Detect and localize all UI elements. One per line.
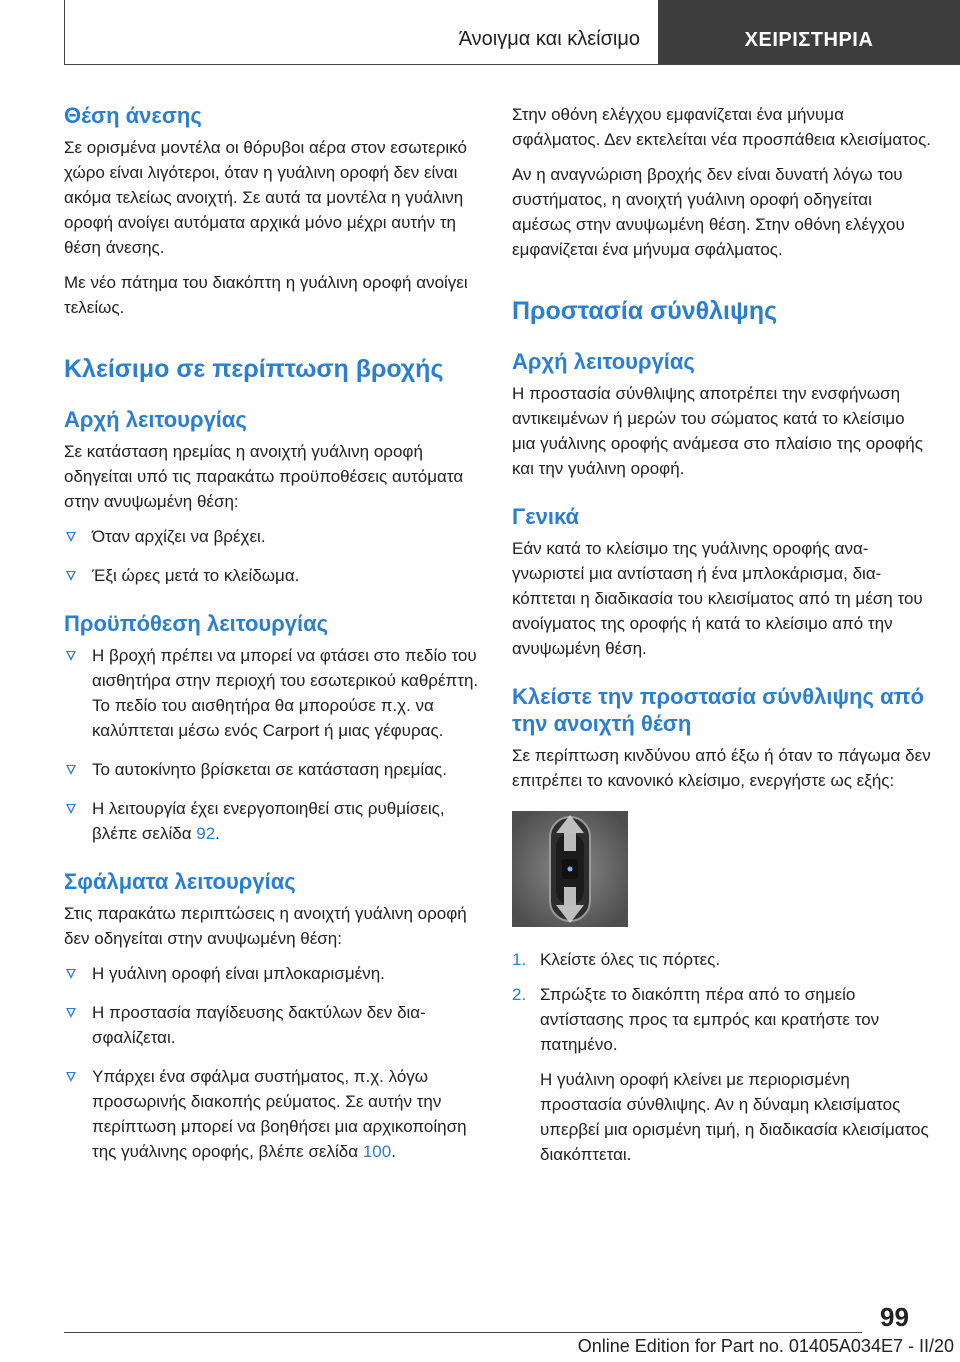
bullet-triangle-icon — [66, 765, 76, 775]
list-item-text: Υπάρχει ένα σφάλμα συστήματος, π.χ. λόγω προσωρινής διακοπής ρεύματος. Σε αυτήν την περίπτωση μπορεί να βοηθήσει μια αρχικοποίηση της γυάλινης οροφής, βλέπε σελίδα — [92, 1067, 467, 1161]
step-text: Σπρώξτε το διακόπτη πέρα από το σημείο αντίστασης προς τα εμπρός και κρατήστε τον πατημένο. — [540, 985, 880, 1054]
step-number: 1. — [512, 950, 527, 969]
heading-principle: Αρχή λειτουργίας — [512, 349, 695, 374]
bullet-triangle-icon — [66, 532, 76, 542]
bullet-list — [64, 643, 479, 846]
list-item-text: Η προστασία παγίδευσης δακτύλων δεν διασφαλίζεται. — [92, 1003, 426, 1047]
list-item — [512, 982, 932, 1167]
paragraph: Στις παρακάτω περιπτώσεις η ανοιχτή γυάλινη οροφή δεν οδηγείται στην ανυψωμένη θέση: — [64, 904, 467, 948]
bullet-triangle-icon — [66, 571, 76, 581]
header-left-border — [64, 0, 65, 65]
paragraph: Στην οθόνη ελέγχου εμφανίζεται ένα μήνυμα σφάλματος. Δεν εκτελείται νέα προσπάθεια κλεισίματος. — [512, 105, 932, 149]
bullet-list — [64, 961, 479, 1164]
bullet-triangle-icon — [66, 1008, 76, 1018]
heading-comfort-position: Θέση άνεσης — [64, 103, 202, 128]
list-item — [64, 796, 479, 846]
footer-edition: Online Edition for Part no. 01405A034E7 - II/20 — [577, 1336, 954, 1356]
left-column — [64, 100, 479, 1178]
list-item — [64, 563, 479, 588]
paragraph: Η προστασία σύνθλιψης αποτρέπει την ενσφήνωση αντικειμένων ή μερών του σώματος κατά το κλείσιμο μια γυάλινης οροφής ανάμεσα στο πλαίσιο της οροφής και την γυάλινη οροφή. — [512, 384, 923, 478]
heading-principle: Αρχή λειτουργίας — [64, 407, 247, 432]
header-chapter-label: ΧΕΙΡΙΣΤΗΡΙΑ — [744, 29, 874, 51]
list-item — [64, 1064, 479, 1164]
paragraph: Εάν κατά το κλείσιμο της γυάλινης οροφής αναγνωριστεί μια αντίσταση ή ένα μπλοκάρισμα, διακόπτεται η διαδικασία του κλεισίματος από τη μέση του ανοίγματος της οροφής ή κατά το κλείσιμο από την ανυψωμένη θέση. — [512, 539, 923, 658]
page-link-100[interactable]: 100 — [362, 1142, 392, 1161]
list-item-text: Η γυάλινη οροφή είναι μπλοκαρισμένη. — [92, 964, 385, 983]
bullet-list — [64, 524, 479, 588]
bullet-triangle-icon — [66, 804, 76, 814]
heading-pinch-protection: Προστασία σύνθλιψης — [512, 297, 778, 325]
heading-general: Γενικά — [512, 504, 580, 529]
paragraph: Σε κατάσταση ηρεμίας η ανοιχτή γυάλινη οροφή οδηγείται υπό τις παρακάτω προϋποθέσεις αυτόματα στην ανυψωμένη θέση: — [64, 442, 464, 511]
heading-rain-closing: Κλείσιμο σε περίπτωση βροχής — [64, 355, 444, 383]
step-text: Κλείστε όλες τις πόρτες. — [540, 950, 721, 969]
list-item-text: Το αυτοκίνητο βρίσκεται σε κατάσταση ηρεμίας. — [92, 760, 447, 779]
list-item — [64, 961, 479, 986]
list-item — [512, 947, 932, 972]
list-item-text: Όταν αρχίζει να βρέχει. — [92, 527, 266, 546]
page-number: 99 — [880, 1302, 909, 1332]
list-item-text: Η βροχή πρέπει να μπορεί να φτάσει στο πεδίο του αισθητήρα στην περιοχή του εσωτερικού καθρέπτη. Το πεδίο του αισθητήρα θα μπορούσε π.χ. να καλύπτεται μέσω ενός Carport ή μιας γέφυρας. — [92, 646, 479, 740]
bullet-triangle-icon — [66, 1072, 76, 1082]
step-number: 2. — [512, 985, 527, 1004]
list-item-end: . — [215, 824, 220, 843]
list-item — [64, 1000, 479, 1050]
header-rule — [64, 64, 960, 65]
right-column — [512, 100, 932, 1177]
list-item — [64, 524, 479, 549]
header-chapter-tab — [658, 0, 960, 65]
heading-errors: Σφάλματα λειτουργίας — [64, 869, 296, 894]
steps-list — [512, 947, 932, 1167]
list-item — [64, 643, 479, 743]
header-section-title: Άνοιγμα και κλείσιμο — [458, 28, 640, 50]
paragraph: Αν η αναγνώριση βροχής δεν είναι δυνατή λόγω του συστήματος, η ανοιχτή γυάλινη οροφή οδηγείται αμέσως στην ανυψωμένη θέση. Στην οθόνη ελέγχου εμφανίζεται ένα μήνυμα σφάλματος. — [512, 165, 905, 259]
bullet-triangle-icon — [66, 969, 76, 979]
paragraph: Σε περίπτωση κινδύνου από έξω ή όταν το πάγωμα δεν επιτρέπει το κανονικό κλείσιμο, ενεργήστε ως εξής: — [512, 746, 931, 790]
roof-switch-image — [512, 811, 628, 927]
heading-close-from-open: Κλείστε την προστασία σύνθλιψης από την ανοιχτή θέση — [512, 684, 924, 736]
paragraph: Σε ορισμένα μοντέλα οι θόρυβοι αέρα στον εσωτερικό χώρο είναι λιγότεροι, όταν η γυάλινη οροφή δεν είναι ακόμα τελείως ανοιχτή. Σε αυτά τα μοντέλα η γυάλινη οροφή ανοίγει αυτόματα αρχικά μόνο μέχρι αυτήν τη θέση άνεσης. — [64, 138, 467, 257]
list-item-text: Η λειτουργία έχει ενεργοποιηθεί στις ρυθμίσεις, βλέπε σελίδα — [92, 799, 445, 843]
list-item-text: Έξι ώρες μετά το κλείδωμα. — [92, 566, 300, 585]
step-note: Η γυάλινη οροφή κλείνει με περιορισμένη προστασία σύνθλιψης. Αν η δύναμη κλεισίματος υπερβεί μια ορισμένη τιμή, η διαδικασία κλεισίματος διακόπτεται. — [540, 1070, 929, 1164]
page-link-92[interactable]: 92 — [196, 824, 216, 843]
bullet-triangle-icon — [66, 651, 76, 661]
roof-switch-illustration-icon — [512, 811, 628, 927]
footer-rule — [64, 1332, 862, 1333]
paragraph: Με νέο πάτημα του διακόπτη η γυάλινη οροφή ανοίγει τελείως. — [64, 273, 468, 317]
list-item — [64, 757, 479, 782]
heading-prerequisite: Προϋπόθεση λειτουργίας — [64, 611, 329, 636]
list-item-end: . — [391, 1142, 396, 1161]
